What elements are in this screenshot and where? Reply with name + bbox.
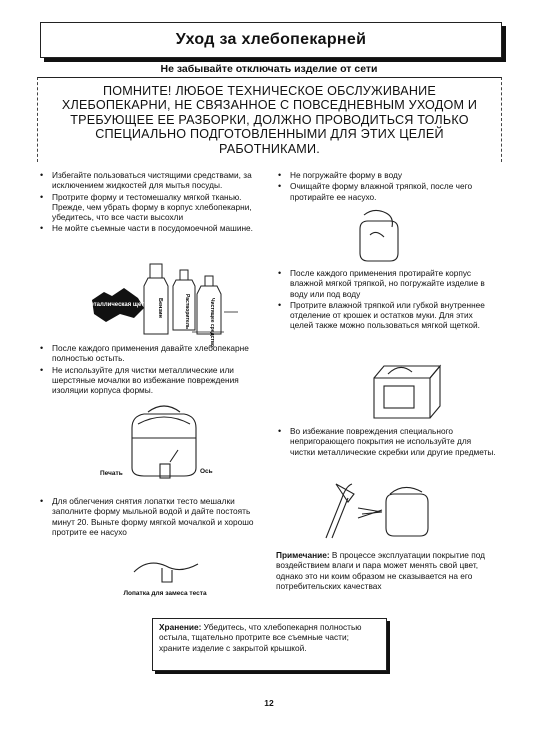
list-item: • После каждого применения давайте хлебопекарне полностью остыть. [38,343,270,364]
right-column [276,170,498,203]
list-item: • Не используйте для чистки металлические или шерстяные мочалки во избежание повреждения изоляции корпуса формы. [38,365,270,396]
list-item: • После каждого применения протирайте корпус влажной мягкой тряпкой, но погружайте изделие в воду или под воду [276,268,498,299]
list-item: • Не погружайте форму в воду [276,170,498,180]
left-bullets-top [38,170,270,234]
page-number: 12 [264,698,274,708]
bottle-label-1: Бензин [157,298,163,318]
left-column [38,170,270,235]
bread-maker-body-illustration [366,358,444,424]
title-box [40,22,502,58]
right-column-bottom [276,426,498,458]
page-title: Уход за хлебопекарней [175,31,367,48]
list-item: • Не мойте съемные части в посудомоечной машине. [38,223,270,233]
bread-pan-illustration [118,402,210,484]
wiping-pan-illustration [346,205,410,267]
storage-box [152,618,387,671]
subtitle: Не забывайте отключать изделие от сети [160,63,378,75]
left-column-mid [38,343,270,396]
list-item: • Для облегчения снятия лопатки тесто мешалки заполните форму мыльной водой и дайте постоять минут 20. Выньте форму мягкой мочалкой и хорошо протрите ее насухо [38,496,270,537]
left-column-bottom [38,496,270,538]
note-label: Примечание: [276,550,330,560]
warning-box [37,77,502,162]
list-item: • Протрите форму и тестомешалку мягкой тканью. Прежде, чем убрать форму в корпус хлебопекарни, убедитесь, что все части высохли [38,192,270,223]
blade-caption: Лопатка для замеса теста [123,590,207,597]
list-item: • Очищайте форму влажной тряпкой, после чего протирайте ее насухо. [276,181,498,202]
axis-caption: Ось [200,468,213,475]
right-column-mid [276,268,498,332]
list-item: • Во избежание повреждения специального непригорающего покрытия не используйте для чистки металлические скребки или другие предметы. [276,426,498,457]
bottle-label-2: Растворитель [184,294,190,329]
note-text: В процессе эксплуатации покрытие под воздействием влаги и пара может менять свой цвет, однако это ни коим образом не сказывается на его потребительских качествах [276,550,485,591]
bottle-label-3: Чистящее средство [209,298,215,347]
storage-label: Хранение: [159,622,202,632]
warning-text: ПОМНИТЕ! ЛЮБОЕ ТЕХНИЧЕСКОЕ ОБСЛУЖИВАНИЕ ХЛЕБОПЕКАРНИ, НЕ СВЯЗАННОЕ С ПОВСЕДНЕВНЫМ УХОДОМ И ТРЕБУЮЩЕЕ ЕЕ РАЗБОРКИ, ДОЛЖНО ПРОВОДИТЬСЯ ТОЛЬКО СПЕЦИАЛЬНО ПОДГОТОВЛЕННЫМИ ДЛЯ ЭТИХ ЦЕЛЕЙ РАБОТНИКАМИ. [61,83,478,156]
list-item: • Избегайте пользоваться чистящими средствами, за исключением жидкостей для мытья посуды. [38,170,270,191]
note-block [276,550,498,591]
seal-caption: Печать [100,470,123,477]
list-item: • Протрите влажной тряпкой или губкой внутреннее отделение от крошек и остатков муки. Для этих целей также можно пользоваться мягкой щеткой. [276,300,498,331]
cleaning-products-illustration [85,262,240,347]
scraper-pan-illustration [318,478,444,544]
brush-label: Металлическая щетка [85,302,151,308]
storage-text: Убедитесь, что хлебопекарня полностью остыла, тщательно протрите все съемные части; храните изделие с закрытой крышкой. [159,622,362,653]
kneading-blade-illustration [128,554,208,588]
